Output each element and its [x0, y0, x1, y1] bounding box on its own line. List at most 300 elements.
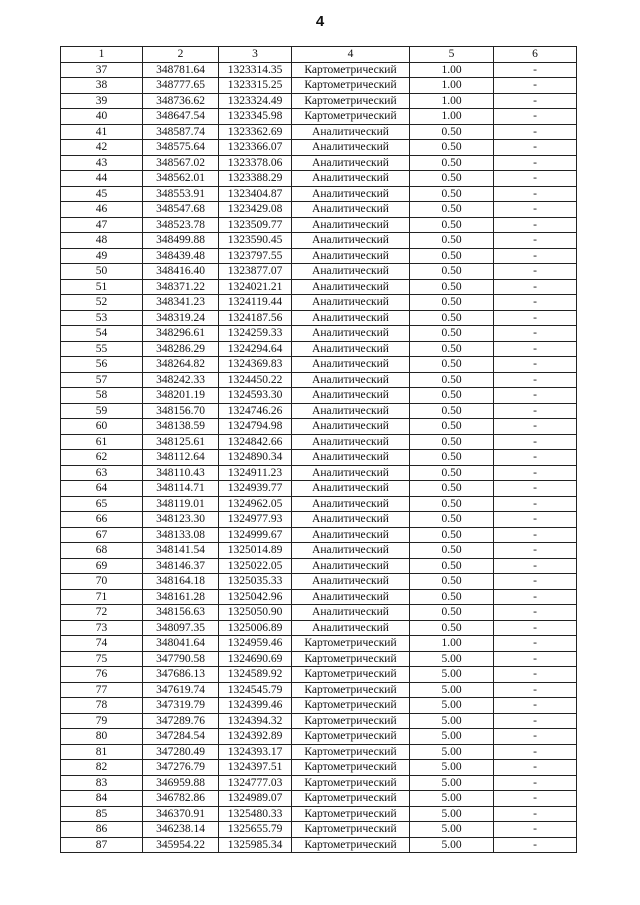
x-coordinate-cell: 348416.40 — [143, 264, 219, 280]
method-cell: Аналитический — [292, 341, 410, 357]
method-cell: Аналитический — [292, 155, 410, 171]
accuracy-cell: 5.00 — [410, 837, 494, 853]
note-cell: - — [494, 791, 577, 807]
accuracy-cell: 0.50 — [410, 481, 494, 497]
method-cell: Картометрический — [292, 760, 410, 776]
method-cell: Аналитический — [292, 605, 410, 621]
y-coordinate-cell: 1324999.67 — [219, 527, 292, 543]
point-number-cell: 47 — [61, 217, 143, 233]
note-cell: - — [494, 419, 577, 435]
accuracy-cell: 0.50 — [410, 248, 494, 264]
table-row — [61, 512, 577, 528]
y-coordinate-cell: 1323314.35 — [219, 62, 292, 78]
y-coordinate-cell: 1324394.32 — [219, 713, 292, 729]
table-row — [61, 403, 577, 419]
table-row — [61, 713, 577, 729]
note-cell: - — [494, 450, 577, 466]
table-row — [61, 543, 577, 559]
x-coordinate-cell: 348439.48 — [143, 248, 219, 264]
y-coordinate-cell: 1324392.89 — [219, 729, 292, 745]
point-number-cell: 60 — [61, 419, 143, 435]
method-cell: Картометрический — [292, 806, 410, 822]
y-coordinate-cell: 1323877.07 — [219, 264, 292, 280]
point-number-cell: 40 — [61, 109, 143, 125]
method-cell: Аналитический — [292, 620, 410, 636]
point-number-cell: 37 — [61, 62, 143, 78]
x-coordinate-cell: 348164.18 — [143, 574, 219, 590]
point-number-cell: 82 — [61, 760, 143, 776]
y-coordinate-cell: 1323324.49 — [219, 93, 292, 109]
point-number-cell: 56 — [61, 357, 143, 373]
table-row — [61, 481, 577, 497]
y-coordinate-cell: 1323797.55 — [219, 248, 292, 264]
x-coordinate-cell: 348547.68 — [143, 202, 219, 218]
method-cell: Картометрический — [292, 744, 410, 760]
note-cell: - — [494, 279, 577, 295]
table-row — [61, 465, 577, 481]
table-row — [61, 78, 577, 94]
point-number-cell: 63 — [61, 465, 143, 481]
accuracy-cell: 0.50 — [410, 419, 494, 435]
x-coordinate-cell: 348575.64 — [143, 140, 219, 156]
note-cell: - — [494, 667, 577, 683]
page-number: 4 — [315, 13, 325, 30]
y-coordinate-cell: 1324593.30 — [219, 388, 292, 404]
note-cell: - — [494, 713, 577, 729]
table-row — [61, 434, 577, 450]
method-cell: Аналитический — [292, 450, 410, 466]
table-row — [61, 589, 577, 605]
accuracy-cell: 5.00 — [410, 682, 494, 698]
accuracy-cell: 5.00 — [410, 667, 494, 683]
accuracy-cell: 0.50 — [410, 527, 494, 543]
method-cell: Картометрический — [292, 682, 410, 698]
accuracy-cell: 0.50 — [410, 279, 494, 295]
method-cell: Картометрический — [292, 698, 410, 714]
y-coordinate-cell: 1325480.33 — [219, 806, 292, 822]
table-row — [61, 279, 577, 295]
table-row — [61, 682, 577, 698]
point-number-cell: 49 — [61, 248, 143, 264]
note-cell: - — [494, 620, 577, 636]
y-coordinate-cell: 1324259.33 — [219, 326, 292, 342]
accuracy-cell: 0.50 — [410, 264, 494, 280]
point-number-cell: 65 — [61, 496, 143, 512]
note-cell: - — [494, 543, 577, 559]
accuracy-cell: 0.50 — [410, 589, 494, 605]
note-cell: - — [494, 558, 577, 574]
column-header-3: 3 — [219, 47, 292, 63]
note-cell: - — [494, 729, 577, 745]
x-coordinate-cell: 348138.59 — [143, 419, 219, 435]
point-number-cell: 66 — [61, 512, 143, 528]
accuracy-cell: 1.00 — [410, 78, 494, 94]
y-coordinate-cell: 1324939.77 — [219, 481, 292, 497]
method-cell: Аналитический — [292, 589, 410, 605]
method-cell: Картометрический — [292, 636, 410, 652]
method-cell: Картометрический — [292, 791, 410, 807]
accuracy-cell: 0.50 — [410, 310, 494, 326]
accuracy-cell: 5.00 — [410, 651, 494, 667]
x-coordinate-cell: 346370.91 — [143, 806, 219, 822]
accuracy-cell: 1.00 — [410, 93, 494, 109]
x-coordinate-cell: 348567.02 — [143, 155, 219, 171]
x-coordinate-cell: 348286.29 — [143, 341, 219, 357]
y-coordinate-cell: 1324545.79 — [219, 682, 292, 698]
x-coordinate-cell: 348371.22 — [143, 279, 219, 295]
y-coordinate-cell: 1325050.90 — [219, 605, 292, 621]
point-number-cell: 72 — [61, 605, 143, 621]
method-cell: Картометрический — [292, 109, 410, 125]
point-number-cell: 79 — [61, 713, 143, 729]
y-coordinate-cell: 1323315.25 — [219, 78, 292, 94]
table-row — [61, 605, 577, 621]
table-row — [61, 729, 577, 745]
accuracy-cell: 0.50 — [410, 357, 494, 373]
accuracy-cell: 5.00 — [410, 775, 494, 791]
point-number-cell: 87 — [61, 837, 143, 853]
accuracy-cell: 0.50 — [410, 217, 494, 233]
table-row — [61, 527, 577, 543]
point-number-cell: 41 — [61, 124, 143, 140]
note-cell: - — [494, 341, 577, 357]
point-number-cell: 80 — [61, 729, 143, 745]
accuracy-cell: 0.50 — [410, 434, 494, 450]
point-number-cell: 62 — [61, 450, 143, 466]
table-row — [61, 744, 577, 760]
method-cell: Картометрический — [292, 651, 410, 667]
point-number-cell: 52 — [61, 295, 143, 311]
x-coordinate-cell: 348112.64 — [143, 450, 219, 466]
x-coordinate-cell: 346238.14 — [143, 822, 219, 838]
table-row — [61, 217, 577, 233]
table-row — [61, 372, 577, 388]
x-coordinate-cell: 348114.71 — [143, 481, 219, 497]
method-cell: Картометрический — [292, 78, 410, 94]
method-cell: Аналитический — [292, 357, 410, 373]
point-number-cell: 69 — [61, 558, 143, 574]
accuracy-cell: 0.50 — [410, 140, 494, 156]
point-number-cell: 58 — [61, 388, 143, 404]
y-coordinate-cell: 1325655.79 — [219, 822, 292, 838]
accuracy-cell: 5.00 — [410, 729, 494, 745]
note-cell: - — [494, 589, 577, 605]
point-number-cell: 74 — [61, 636, 143, 652]
accuracy-cell: 5.00 — [410, 806, 494, 822]
table-row — [61, 341, 577, 357]
y-coordinate-cell: 1324294.64 — [219, 341, 292, 357]
note-cell: - — [494, 651, 577, 667]
accuracy-cell: 0.50 — [410, 558, 494, 574]
x-coordinate-cell: 348161.28 — [143, 589, 219, 605]
x-coordinate-cell: 348125.61 — [143, 434, 219, 450]
x-coordinate-cell: 348781.64 — [143, 62, 219, 78]
point-number-cell: 85 — [61, 806, 143, 822]
x-coordinate-cell: 348242.33 — [143, 372, 219, 388]
x-coordinate-cell: 348264.82 — [143, 357, 219, 373]
y-coordinate-cell: 1323590.45 — [219, 233, 292, 249]
x-coordinate-cell: 348523.78 — [143, 217, 219, 233]
method-cell: Аналитический — [292, 558, 410, 574]
x-coordinate-cell: 346959.88 — [143, 775, 219, 791]
x-coordinate-cell: 348110.43 — [143, 465, 219, 481]
table-row — [61, 806, 577, 822]
y-coordinate-cell: 1324959.46 — [219, 636, 292, 652]
point-number-cell: 61 — [61, 434, 143, 450]
x-coordinate-cell: 348119.01 — [143, 496, 219, 512]
x-coordinate-cell: 348499.88 — [143, 233, 219, 249]
method-cell: Картометрический — [292, 93, 410, 109]
note-cell: - — [494, 202, 577, 218]
point-number-cell: 71 — [61, 589, 143, 605]
accuracy-cell: 0.50 — [410, 465, 494, 481]
point-number-cell: 44 — [61, 171, 143, 187]
note-cell: - — [494, 171, 577, 187]
column-header-4: 4 — [292, 47, 410, 63]
y-coordinate-cell: 1323509.77 — [219, 217, 292, 233]
table-row — [61, 620, 577, 636]
note-cell: - — [494, 682, 577, 698]
table-row — [61, 558, 577, 574]
table-row — [61, 651, 577, 667]
note-cell: - — [494, 217, 577, 233]
x-coordinate-cell: 348141.54 — [143, 543, 219, 559]
accuracy-cell: 0.50 — [410, 171, 494, 187]
method-cell: Аналитический — [292, 202, 410, 218]
accuracy-cell: 0.50 — [410, 450, 494, 466]
point-number-cell: 84 — [61, 791, 143, 807]
table-row — [61, 310, 577, 326]
accuracy-cell: 0.50 — [410, 388, 494, 404]
y-coordinate-cell: 1325035.33 — [219, 574, 292, 590]
table-row — [61, 62, 577, 78]
accuracy-cell: 0.50 — [410, 186, 494, 202]
note-cell: - — [494, 295, 577, 311]
method-cell: Аналитический — [292, 512, 410, 528]
table-row — [61, 140, 577, 156]
x-coordinate-cell: 348341.23 — [143, 295, 219, 311]
table-row — [61, 419, 577, 435]
x-coordinate-cell: 348133.08 — [143, 527, 219, 543]
note-cell: - — [494, 357, 577, 373]
x-coordinate-cell: 348123.30 — [143, 512, 219, 528]
note-cell: - — [494, 822, 577, 838]
accuracy-cell: 5.00 — [410, 713, 494, 729]
point-number-cell: 64 — [61, 481, 143, 497]
method-cell: Аналитический — [292, 248, 410, 264]
table-row — [61, 295, 577, 311]
y-coordinate-cell: 1324890.34 — [219, 450, 292, 466]
x-coordinate-cell: 348777.65 — [143, 78, 219, 94]
accuracy-cell: 0.50 — [410, 512, 494, 528]
y-coordinate-cell: 1324119.44 — [219, 295, 292, 311]
table-row — [61, 450, 577, 466]
y-coordinate-cell: 1324977.93 — [219, 512, 292, 528]
x-coordinate-cell: 348097.35 — [143, 620, 219, 636]
table-row — [61, 248, 577, 264]
column-header-6: 6 — [494, 47, 577, 63]
accuracy-cell: 5.00 — [410, 822, 494, 838]
note-cell: - — [494, 93, 577, 109]
x-coordinate-cell: 347289.76 — [143, 713, 219, 729]
note-cell: - — [494, 496, 577, 512]
point-number-cell: 67 — [61, 527, 143, 543]
x-coordinate-cell: 348201.19 — [143, 388, 219, 404]
note-cell: - — [494, 636, 577, 652]
x-coordinate-cell: 348562.01 — [143, 171, 219, 187]
method-cell: Аналитический — [292, 295, 410, 311]
x-coordinate-cell: 348156.70 — [143, 403, 219, 419]
method-cell: Аналитический — [292, 310, 410, 326]
note-cell: - — [494, 78, 577, 94]
x-coordinate-cell: 347686.13 — [143, 667, 219, 683]
y-coordinate-cell: 1324021.21 — [219, 279, 292, 295]
y-coordinate-cell: 1324369.83 — [219, 357, 292, 373]
y-coordinate-cell: 1324962.05 — [219, 496, 292, 512]
note-cell: - — [494, 264, 577, 280]
method-cell: Картометрический — [292, 837, 410, 853]
method-cell: Аналитический — [292, 527, 410, 543]
x-coordinate-cell: 346782.86 — [143, 791, 219, 807]
y-coordinate-cell: 1323345.98 — [219, 109, 292, 125]
y-coordinate-cell: 1323378.06 — [219, 155, 292, 171]
note-cell: - — [494, 465, 577, 481]
method-cell: Аналитический — [292, 186, 410, 202]
table-row — [61, 636, 577, 652]
table-header-row — [61, 47, 577, 63]
table-row — [61, 264, 577, 280]
y-coordinate-cell: 1325014.89 — [219, 543, 292, 559]
y-coordinate-cell: 1324397.51 — [219, 760, 292, 776]
method-cell: Аналитический — [292, 481, 410, 497]
column-header-1: 1 — [61, 47, 143, 63]
note-cell: - — [494, 806, 577, 822]
method-cell: Аналитический — [292, 279, 410, 295]
table-row — [61, 574, 577, 590]
table-row — [61, 202, 577, 218]
method-cell: Картометрический — [292, 62, 410, 78]
y-coordinate-cell: 1323366.07 — [219, 140, 292, 156]
y-coordinate-cell: 1325022.05 — [219, 558, 292, 574]
y-coordinate-cell: 1324746.26 — [219, 403, 292, 419]
note-cell: - — [494, 775, 577, 791]
point-number-cell: 73 — [61, 620, 143, 636]
note-cell: - — [494, 574, 577, 590]
point-number-cell: 83 — [61, 775, 143, 791]
x-coordinate-cell: 347619.74 — [143, 682, 219, 698]
note-cell: - — [494, 837, 577, 853]
note-cell: - — [494, 388, 577, 404]
note-cell: - — [494, 760, 577, 776]
accuracy-cell: 5.00 — [410, 698, 494, 714]
accuracy-cell: 1.00 — [410, 109, 494, 125]
point-number-cell: 39 — [61, 93, 143, 109]
method-cell: Картометрический — [292, 713, 410, 729]
point-number-cell: 53 — [61, 310, 143, 326]
accuracy-cell: 0.50 — [410, 605, 494, 621]
coordinates-table — [60, 46, 577, 853]
point-number-cell: 86 — [61, 822, 143, 838]
table-row — [61, 791, 577, 807]
note-cell: - — [494, 155, 577, 171]
method-cell: Аналитический — [292, 124, 410, 140]
y-coordinate-cell: 1324794.98 — [219, 419, 292, 435]
point-number-cell: 57 — [61, 372, 143, 388]
x-coordinate-cell: 348647.54 — [143, 109, 219, 125]
method-cell: Аналитический — [292, 140, 410, 156]
point-number-cell: 55 — [61, 341, 143, 357]
note-cell: - — [494, 481, 577, 497]
point-number-cell: 75 — [61, 651, 143, 667]
point-number-cell: 70 — [61, 574, 143, 590]
x-coordinate-cell: 347280.49 — [143, 744, 219, 760]
table-row — [61, 155, 577, 171]
method-cell: Аналитический — [292, 465, 410, 481]
table-row — [61, 496, 577, 512]
y-coordinate-cell: 1324690.69 — [219, 651, 292, 667]
x-coordinate-cell: 348736.62 — [143, 93, 219, 109]
note-cell: - — [494, 744, 577, 760]
y-coordinate-cell: 1325006.89 — [219, 620, 292, 636]
y-coordinate-cell: 1323429.08 — [219, 202, 292, 218]
method-cell: Аналитический — [292, 543, 410, 559]
point-number-cell: 50 — [61, 264, 143, 280]
note-cell: - — [494, 62, 577, 78]
y-coordinate-cell: 1324187.56 — [219, 310, 292, 326]
table-row — [61, 698, 577, 714]
table-row — [61, 667, 577, 683]
accuracy-cell: 0.50 — [410, 403, 494, 419]
method-cell: Картометрический — [292, 729, 410, 745]
method-cell: Аналитический — [292, 326, 410, 342]
point-number-cell: 68 — [61, 543, 143, 559]
method-cell: Аналитический — [292, 434, 410, 450]
accuracy-cell: 0.50 — [410, 326, 494, 342]
y-coordinate-cell: 1324450.22 — [219, 372, 292, 388]
accuracy-cell: 0.50 — [410, 233, 494, 249]
note-cell: - — [494, 372, 577, 388]
method-cell: Аналитический — [292, 496, 410, 512]
table-row — [61, 186, 577, 202]
y-coordinate-cell: 1325985.34 — [219, 837, 292, 853]
x-coordinate-cell: 347284.54 — [143, 729, 219, 745]
point-number-cell: 59 — [61, 403, 143, 419]
accuracy-cell: 0.50 — [410, 574, 494, 590]
point-number-cell: 78 — [61, 698, 143, 714]
x-coordinate-cell: 348146.37 — [143, 558, 219, 574]
accuracy-cell: 0.50 — [410, 295, 494, 311]
method-cell: Аналитический — [292, 372, 410, 388]
method-cell: Картометрический — [292, 822, 410, 838]
point-number-cell: 54 — [61, 326, 143, 342]
y-coordinate-cell: 1324589.92 — [219, 667, 292, 683]
table-row — [61, 93, 577, 109]
method-cell: Аналитический — [292, 403, 410, 419]
method-cell: Аналитический — [292, 171, 410, 187]
column-header-2: 2 — [143, 47, 219, 63]
point-number-cell: 46 — [61, 202, 143, 218]
method-cell: Аналитический — [292, 388, 410, 404]
note-cell: - — [494, 109, 577, 125]
note-cell: - — [494, 403, 577, 419]
table-row — [61, 326, 577, 342]
method-cell: Картометрический — [292, 775, 410, 791]
method-cell: Аналитический — [292, 264, 410, 280]
accuracy-cell: 0.50 — [410, 496, 494, 512]
accuracy-cell: 0.50 — [410, 124, 494, 140]
point-number-cell: 81 — [61, 744, 143, 760]
accuracy-cell: 5.00 — [410, 744, 494, 760]
